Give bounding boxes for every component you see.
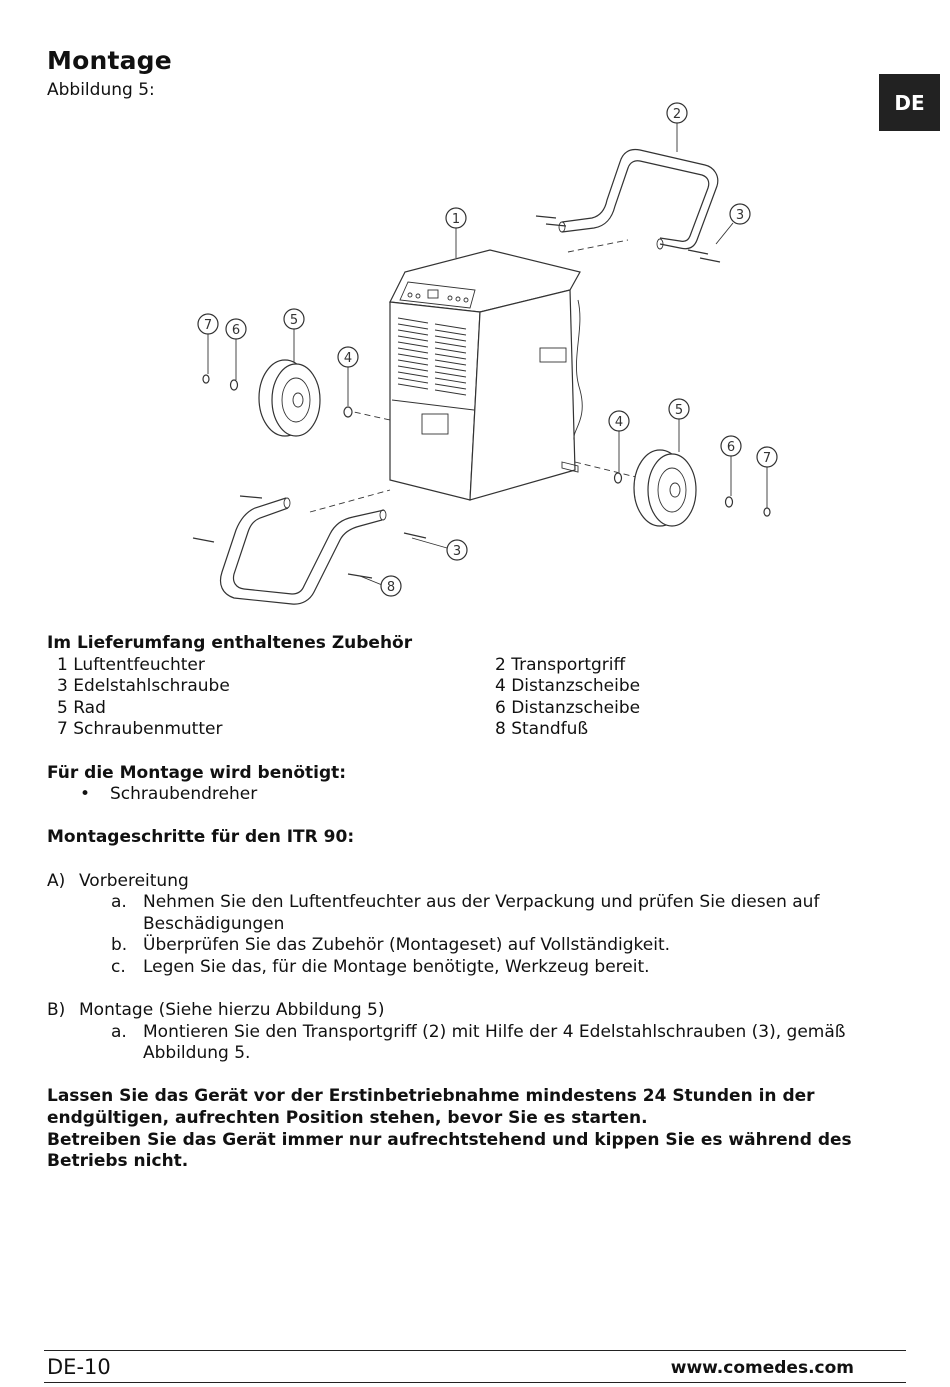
footer-divider — [44, 1350, 906, 1351]
svg-text:5: 5 — [289, 313, 299, 328]
svg-text:5: 5 — [674, 403, 684, 418]
svg-text:6: 6 — [231, 323, 241, 338]
svg-text:7: 7 — [762, 451, 772, 466]
svg-text:4: 4 — [343, 351, 353, 366]
page-number: DE-10 — [47, 1355, 111, 1379]
bullet-icon: • — [80, 784, 91, 805]
steps-heading: Montageschritte für den ITR 90: — [47, 827, 355, 848]
accessory-item: 4 Distanzscheibe — [495, 676, 641, 697]
step-item: b. Überprüfen Sie das Zubehör (Montageset) auf Vollständigkeit. — [111, 935, 671, 956]
tool-item: • Schraubendreher — [80, 784, 258, 805]
svg-text:4: 4 — [614, 415, 624, 430]
standing-foot — [221, 498, 387, 604]
wheel-right — [562, 450, 770, 526]
callout-7-left — [198, 314, 218, 334]
step-section-b: B) Montage (Siehe hierzu Abbildung 5) — [47, 1000, 385, 1021]
accessories-heading: Im Lieferumfang enthaltenes Zubehör — [47, 633, 413, 653]
svg-text:7: 7 — [203, 318, 213, 333]
accessory-item: 5 Rad — [57, 697, 106, 718]
svg-text:2: 2 — [672, 107, 682, 122]
svg-text:6: 6 — [726, 440, 736, 455]
svg-text:8: 8 — [386, 580, 396, 595]
website-link[interactable]: www.comedes.com — [670, 1358, 854, 1378]
callout-1 — [446, 208, 466, 228]
step-item: a. Nehmen Sie den Luftentfeuchter aus der Verpackung und prüfen Sie diesen auf Beschädigungen — [111, 892, 820, 934]
screws-bottom — [193, 496, 426, 578]
svg-text:1: 1 — [451, 212, 461, 227]
callout-8 — [381, 576, 401, 596]
tools-heading: Für die Montage wird benötigt: — [47, 762, 347, 783]
svg-text:3: 3 — [735, 208, 745, 223]
callout-3-bottom — [447, 540, 467, 560]
language-tab: DE — [879, 74, 940, 131]
instructions — [47, 633, 907, 1173]
callout-3-top — [730, 204, 750, 224]
callout-6-left — [226, 319, 246, 339]
callout-7-right — [757, 447, 777, 467]
accessory-item: 6 Distanzscheibe — [495, 697, 641, 718]
accessory-item: 2 Transportgriff — [495, 654, 626, 675]
step-section-a: A) Vorbereitung — [47, 870, 189, 891]
accessory-item: 7 Schraubenmutter — [57, 719, 223, 740]
callout-2 — [667, 103, 687, 123]
figure-caption: Abbildung 5: — [47, 80, 155, 100]
footer-divider — [44, 1382, 906, 1383]
warning-text: Betreiben Sie das Gerät immer nur aufrechtstehend und kippen Sie es während des Betriebs nicht. — [47, 1129, 852, 1172]
callout-4-right — [609, 411, 629, 431]
accessories-list — [47, 655, 907, 741]
step-item: a. Montieren Sie den Transportgriff (2) mit Hilfe der 4 Edelstahlschrauben (3), gemäß Abbildung 5. — [111, 1021, 846, 1064]
accessory-item: 8 Standfuß — [495, 719, 589, 740]
callout-5-left — [284, 309, 304, 329]
accessory-item: 1 Luftentfeuchter — [57, 654, 205, 675]
dehumidifier-unit — [310, 240, 640, 512]
callout-5-right — [669, 399, 689, 419]
page-title: Montage — [47, 46, 172, 75]
step-item: c. Legen Sie das, für die Montage benötigte, Werkzeug bereit. — [111, 956, 650, 977]
accessory-item: 3 Edelstahlschraube — [57, 676, 230, 697]
transport-handle — [559, 150, 718, 250]
warning-text: Lassen Sie das Gerät vor der Erstinbetriebnahme mindestens 24 Stunden in der endgültigen, aufrechten Position stehen, bevor Sie es starten. — [47, 1086, 815, 1129]
svg-text:3: 3 — [452, 544, 462, 559]
callout-4-left — [338, 347, 358, 367]
callout-6-right — [721, 436, 741, 456]
assembly-diagram — [180, 98, 800, 618]
wheel-left — [203, 360, 352, 436]
